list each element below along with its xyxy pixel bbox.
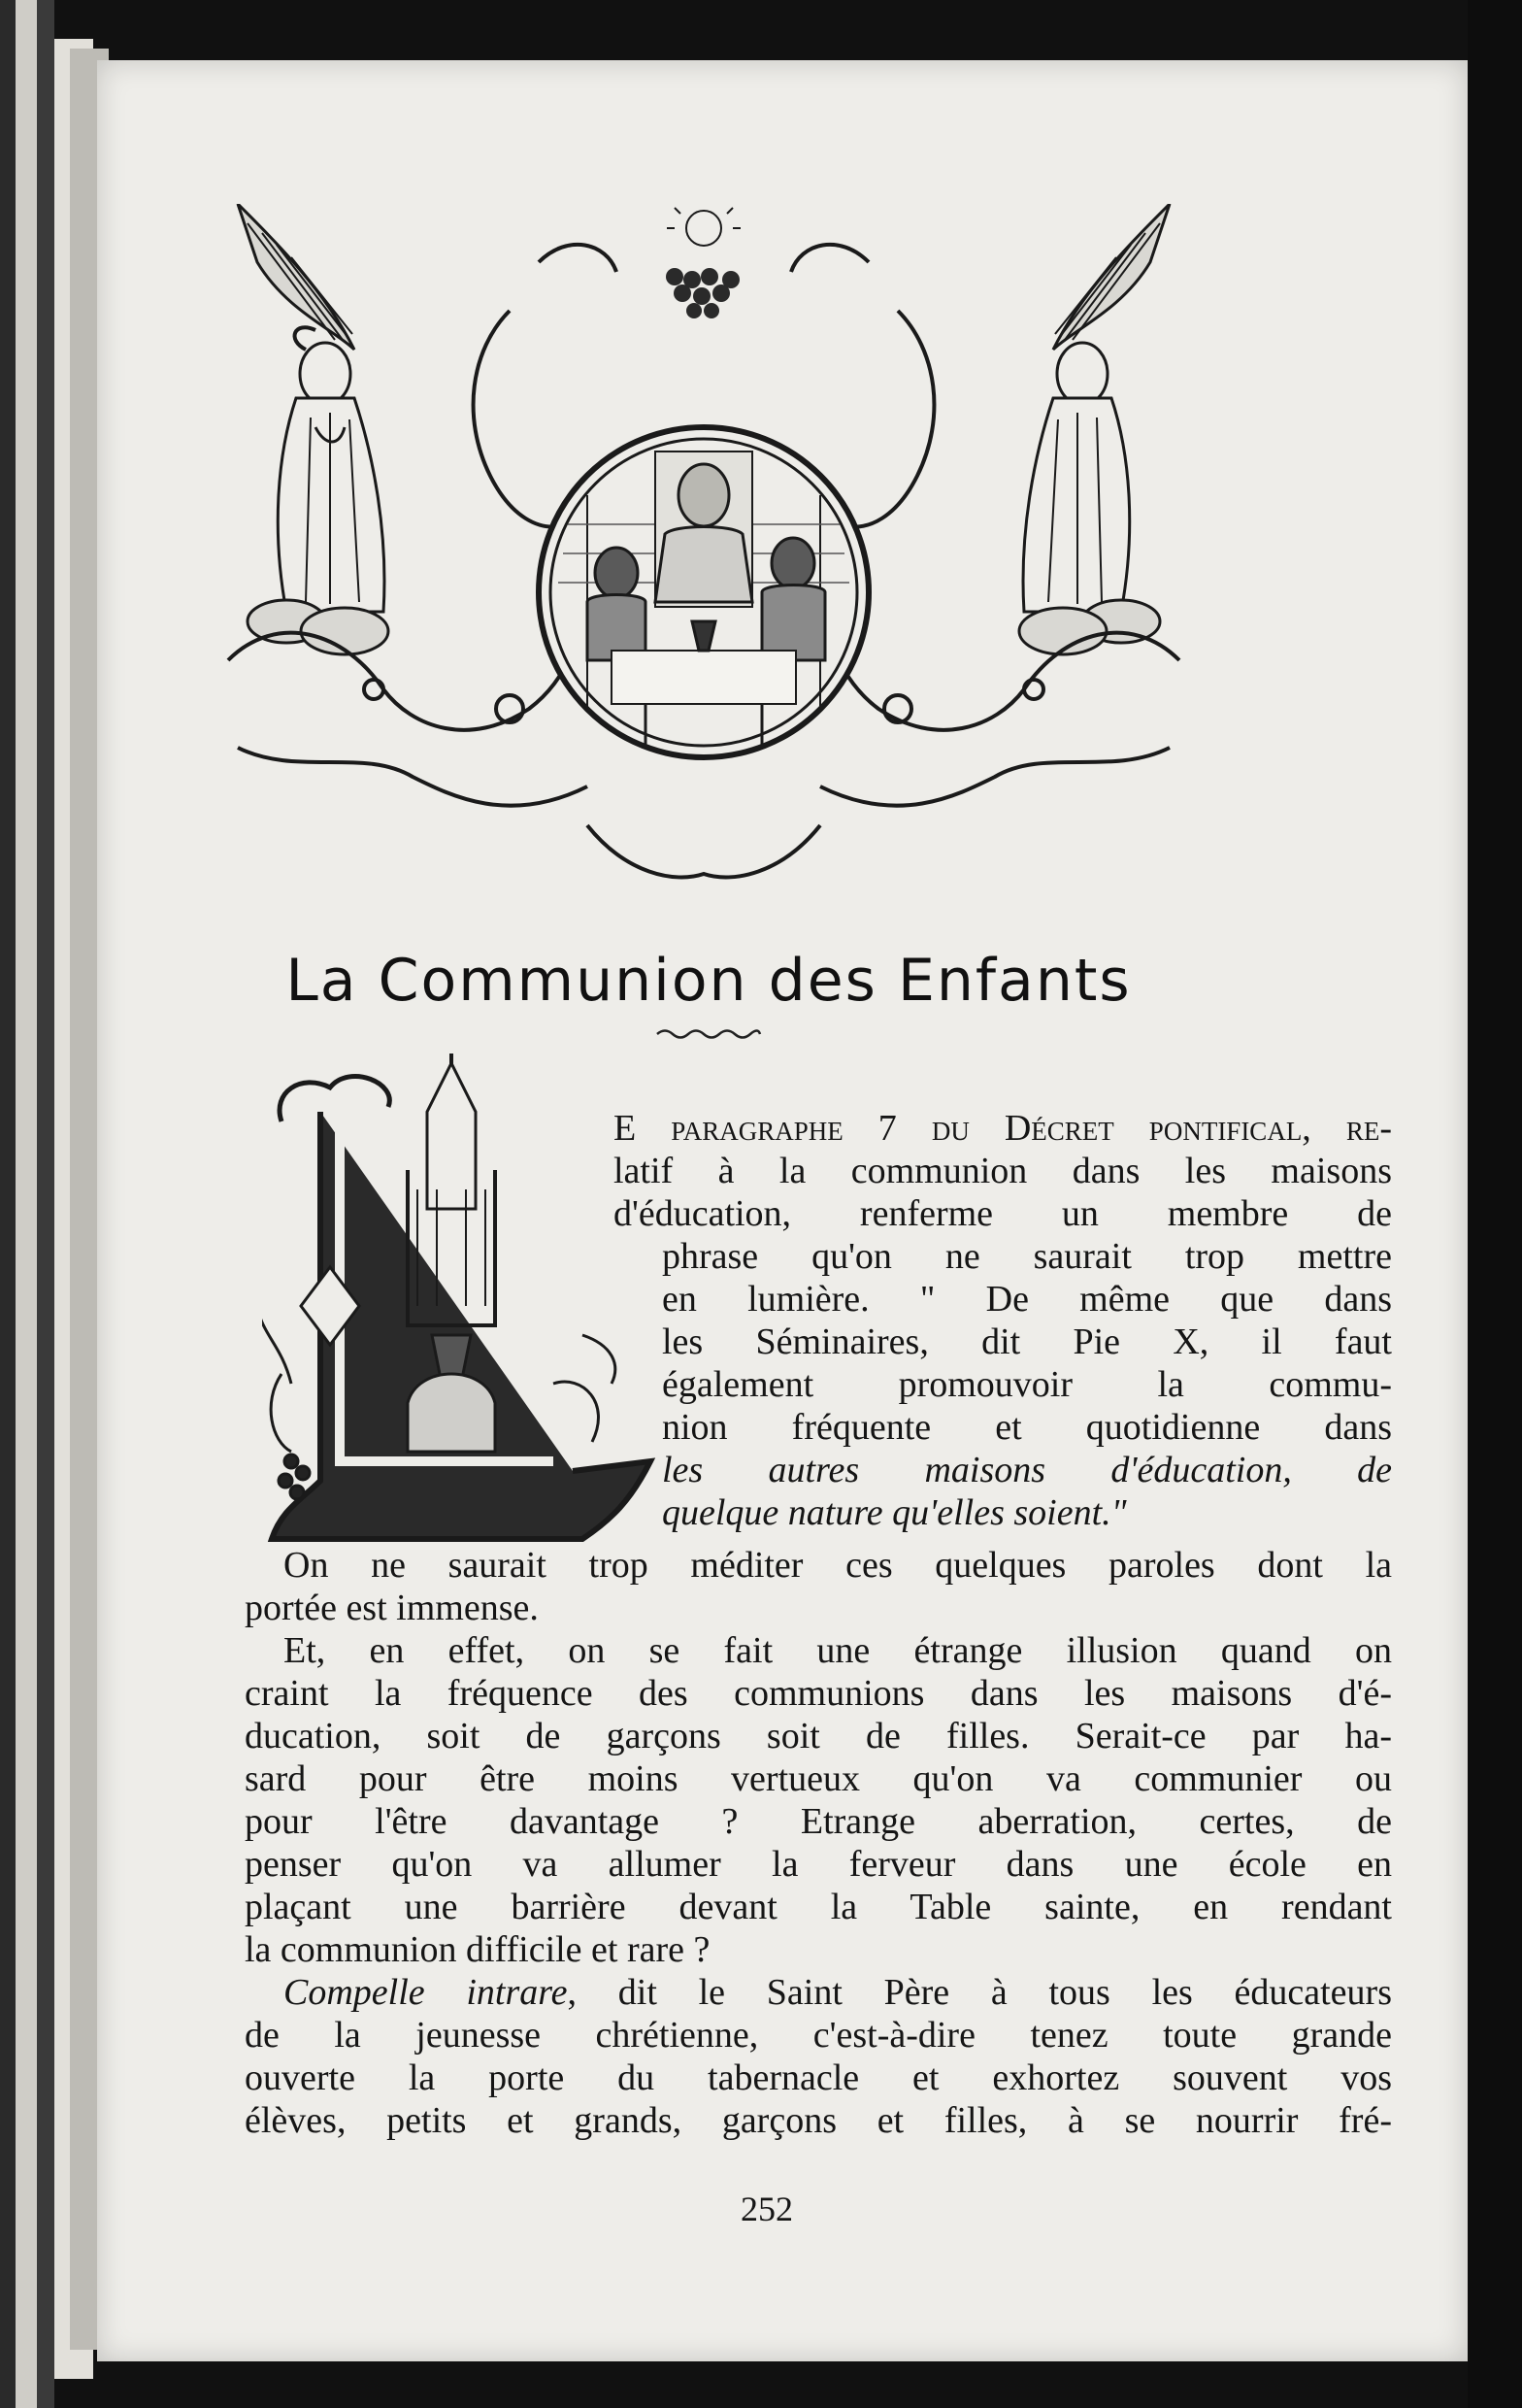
text-line: Compelle intrare, dit le Saint Père à tous les éducateurs (283, 1972, 1392, 2013)
book-edge (0, 0, 16, 2408)
text-line: portée est immense. (245, 1588, 539, 1628)
main-body-text (245, 1544, 1392, 2142)
text-line: pour l'être davantage ? Etrange aberration, certes, de (245, 1801, 1392, 1842)
book-edge (16, 0, 37, 2408)
text-line: latif à la communion dans les maisons (613, 1151, 1392, 1191)
text-line: la communion difficile et rare ? (245, 1929, 711, 1970)
text-line: les autres maisons d'éducation, de (662, 1450, 1392, 1490)
ihs-sunburst (667, 204, 741, 246)
text-line: quelque nature qu'elles soient." (662, 1492, 1127, 1533)
text-line: sard pour être moins vertueux qu'on va communier ou (245, 1758, 1392, 1799)
text-line: E paragraphe 7 du Décret pontifical, re- (613, 1108, 1392, 1149)
text-line: en lumière. " De même que dans (662, 1279, 1392, 1320)
text-line: penser qu'on va allumer la ferveur dans une école en (245, 1844, 1392, 1885)
left-angel-illustration (238, 204, 388, 654)
decorative-swash (655, 1020, 762, 1049)
right-angel-illustration (1019, 204, 1170, 654)
page-title: La Communion des Enfants (285, 947, 1132, 1016)
dark-background (1468, 0, 1522, 2408)
page-number: 252 (741, 2190, 793, 2228)
text-line: craint la fréquence des communions dans les maisons d'é- (245, 1673, 1392, 1714)
text-line: Et, en effet, on se fait une étrange illusion quand on (283, 1630, 1392, 1671)
text-line: plaçant une barrière devant la Table sainte, en rendant (245, 1887, 1392, 1927)
book-edge (37, 0, 54, 2408)
text-line: de la jeunesse chrétienne, c'est-à-dire tenez toute grande (245, 2015, 1392, 2056)
grapes-ornament (666, 268, 740, 318)
text-line: les Séminaires, dit Pie X, il faut (662, 1321, 1392, 1362)
text-line: ducation, soit de garçons soit de filles. Serait-ce par ha- (245, 1716, 1392, 1756)
latin-phrase: Compelle intrare (283, 1972, 568, 2013)
text-line: nion fréquente et quotidienne dans (662, 1407, 1392, 1448)
text-line: également promouvoir la commu- (662, 1364, 1392, 1405)
text-line: phrase qu'on ne saurait trop mettre (662, 1236, 1392, 1277)
paragraph-1-continued (662, 1235, 1392, 1534)
text-line: On ne saurait trop méditer ces quelques paroles dont la (283, 1545, 1392, 1586)
text-line: ouverte la porte du tabernacle et exhortez souvent vos (245, 2057, 1392, 2098)
paragraph-1-opening (613, 1107, 1392, 1235)
text-line: élèves, petits et grands, garçons et filles, à se nourrir fré- (245, 2100, 1392, 2141)
last-supper-medallion (539, 427, 869, 757)
header-engraving (218, 204, 1189, 903)
text-line: d'éducation, renferme un membre de (613, 1193, 1392, 1234)
